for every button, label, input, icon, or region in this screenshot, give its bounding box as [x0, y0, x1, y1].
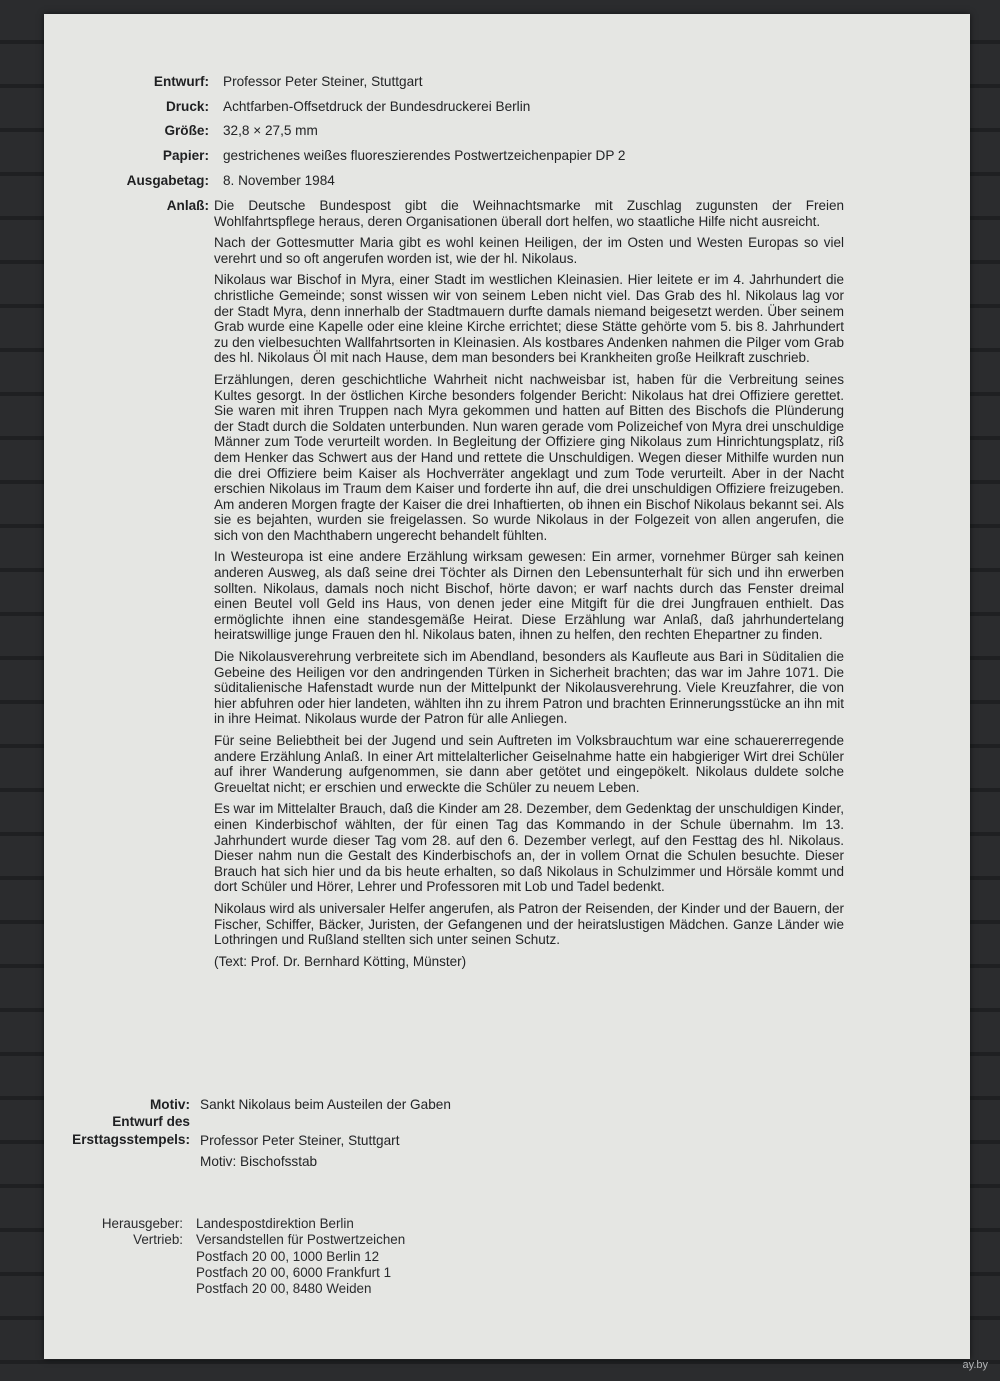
motiv-label: Motiv: — [149, 1097, 190, 1112]
paragraph: Für seine Beliebtheit bei der Jugend und sein Auftreten im Volksbrauchtum war eine schauererregende andere Erzählung Anlaß. In einer Art mittelalterlicher Geiselnahme hatte ein habgieriger Wirt drei Schüler auf ihrer Wanderung aufgenommen, sie dann aber getötet und eingepökelt. Nikolaus duldete solche Greueltat nicht; er erschien und erweckte die Schüler zu neuem Leben. — [214, 733, 844, 795]
vertrieb-line: Versandstellen für Postwertzeichen — [196, 1232, 406, 1247]
groesse-value: 32,8 × 27,5 mm — [223, 123, 318, 138]
paragraph: Es war im Mittelalter Brauch, daß die Kinder am 28. Dezember, dem Gedenktag der unschuldigen Kinder, einen Kinderbischof wählten, der für einen Tag das Kommando in der Schule übernahm. Im 13. Jahrhundert wurde dieser Tag vom 28. auf den 6. Dezember verlegt, auf den Festtag des hl. Nikolaus. Dieser nahm nun die Gestalt des Kinderbischofs an, der in vollem Ornat die Schulen besuchte. Dieser Brauch hat sich hier und da bis heute erhalten, so daß Nikolaus in Schulzimmer und Hörsäle kommt und dort Schüler und Hörer, Lehrer und Professoren mit Lob und Tadel bedenkt. — [214, 801, 844, 895]
paragraph: Nikolaus wird als universaler Helfer angerufen, als Patron der Reisenden, der Kinder und der Bauern, der Fischer, Schiffer, Bäcker, Juristen, der Gefangenen und der heiratslustigen Mädchen. Ganze Länder wie Lothringen und Rußland stellten sich unter seinen Schutz. — [214, 900, 844, 948]
paragraph: Nach der Gottesmutter Maria gibt es wohl keinen Heiligen, der im Osten und Westen Europas so viel verehrt und so oft angerufen worden ist, wie der hl. Nikolaus. — [214, 235, 844, 266]
vertrieb-line: Postfach 20 00, 6000 Frankfurt 1 — [196, 1265, 392, 1280]
paragraph: Nikolaus war Bischof in Myra, einer Stadt im westlichen Kleinasien. Hier leitete er im 4. Jahrhundert die christliche Gemeinde; sonst wissen wir von seinem Leben nicht viel. Das Grab des hl. Nikolaus lag vor der Stadt Myra, denn innerhalb der Stadtmauern durfte damals niemand beigesetzt werden. Über seinem Grab wurde eine Kapelle oder eine kleine Kirche errichtet; diese Stätte gehörte vom 5. bis 8. Jahrhundert zu den vielbesuchten Wallfahrtsorten in Kleinasien. Als kostbares Andenken nahmen die Pilger vom Grab des hl. Nikolaus Öl mit nach Hause, dem man besonders bei Krankheiten große Heilkraft zuschrieb. — [214, 272, 844, 366]
papier-label: Papier: — [162, 148, 209, 163]
paragraph: Die Deutsche Bundespost gibt die Weihnachtsmarke mit Zuschlag zugunsten der Freien Wohlfahrtspflege heraus, deren Organisationen überall dort helfen, wo staatliche Hilfe nicht ausreicht. — [214, 198, 844, 229]
ersttagsstempel-value: Professor Peter Steiner, Stuttgart — [200, 1133, 400, 1148]
herausgeber-value: Landespostdirektion Berlin — [196, 1216, 354, 1231]
text-credit: (Text: Prof. Dr. Bernhard Kötting, Münster) — [214, 953, 467, 969]
ersttagsstempel-label-line2: Ersttagsstempels: — [72, 1132, 190, 1147]
entwurf-value: Professor Peter Steiner, Stuttgart — [223, 74, 423, 89]
druck-label: Druck: — [165, 99, 209, 114]
vertrieb-label: Vertrieb: — [133, 1232, 183, 1247]
paragraph: Die Nikolausverehrung verbreitete sich im Abendland, besonders als Kaufleute aus Bari in Süditalien die Gebeine des Heiligen vor den andringenden Türken in Sicherheit brachten; das war im Jahre 1071. Die süditalienische Hafenstadt wurde nun der Mittelpunkt der Nikolausverehrung. Viele Kreuzfahrer, die von hier abfuhren oder hier landeten, wählten ihn zu ihrem Patron und brachten Erinnerungsstücke an ihn mit in ihre Heimat. Nikolaus wurde der Patron für alle Anliegen. — [214, 649, 844, 727]
ausgabetag-label: Ausgabetag: — [126, 173, 209, 188]
ausgabetag-value: 8. November 1984 — [223, 173, 335, 188]
vertrieb-line: Postfach 20 00, 1000 Berlin 12 — [196, 1249, 380, 1264]
ersttagsstempel-label-line1: Entwurf des — [112, 1114, 190, 1129]
ersttagsstempel-motiv: Motiv: Bischofsstab — [200, 1154, 318, 1169]
papier-value: gestrichenes weißes fluoreszierendes Postwertzeichenpapier DP 2 — [223, 148, 626, 163]
body-text — [214, 198, 844, 975]
motiv-value: Sankt Nikolaus beim Austeilen der Gaben — [200, 1097, 451, 1112]
herausgeber-label: Herausgeber: — [101, 1216, 183, 1231]
watermark: ay.by — [962, 1359, 988, 1371]
anlass-label: Anlaß: — [166, 198, 209, 213]
druck-value: Achtfarben-Offsetdruck der Bundesdruckerei Berlin — [223, 99, 531, 114]
groesse-label: Größe: — [164, 123, 209, 138]
paragraph: In Westeuropa ist eine andere Erzählung wirksam gewesen: Ein armer, vornehmer Bürger sah keinen anderen Ausweg, als daß seine drei Töchter als Dirnen den Lebensunterhalt für sich und ihn erwerben sollten. Nikolaus, damals noch nicht Bischof, hörte davon; er warf nachts durch das Fenster dreimal einen Beutel voll Geld ins Haus, von denen jeder eine Mitgift für die drei Jungfrauen enthielt. Das ermöglichte ihnen eine standesgemäße Heirat. Diese Erzählung war Anlaß, daß jahrhundertelang heiratswillige junge Frauen den hl. Nikolaus baten, ihnen zu helfen, den rechten Ehepartner zu finden. — [214, 549, 844, 643]
entwurf-label: Entwurf: — [153, 74, 209, 89]
paragraph: Erzählungen, deren geschichtliche Wahrheit nicht nachweisbar ist, haben für die Verbreitung seines Kultes gesorgt. In der östlichen Kirche besonders folgender Bericht: Nikolaus hat drei Offiziere gerettet. Sie waren mit ihren Truppen nach Myra gekommen und hatten auf Bitten des Bischofs die Plünderung der Stadt durch die Soldaten unterbunden. Nun waren gerade vom Polizeichef von Myra drei unschuldige Männer zum Tode verurteilt worden. In Begleitung der Offiziere ging Nikolaus zum Hinrichtungsplatz, riß dem Henker das Schwert aus der Hand und rettete die Unschuldigen. Wegen dieser Mithilfe wurden nun die drei Offiziere beim Kaiser als Hochverräter angeklagt und zum Tode verurteilt. Aber in der Nacht erschien Nikolaus im Traum dem Kaiser und forderte ihn auf, die drei unschuldigen Offiziere freizugeben. Am anderen Morgen fragte der Kaiser die drei Inhaftierten, ob ihnen ein Bischof Nikolaus bekannt sei. Als sie es bejahten, wurden sie freigelassen. So wurde Nikolaus in der Folgezeit von allen angerufen, die sich von den Machthabern ungerecht behandelt fühlten. — [214, 371, 844, 543]
vertrieb-line: Postfach 20 00, 8480 Weiden — [196, 1281, 372, 1296]
